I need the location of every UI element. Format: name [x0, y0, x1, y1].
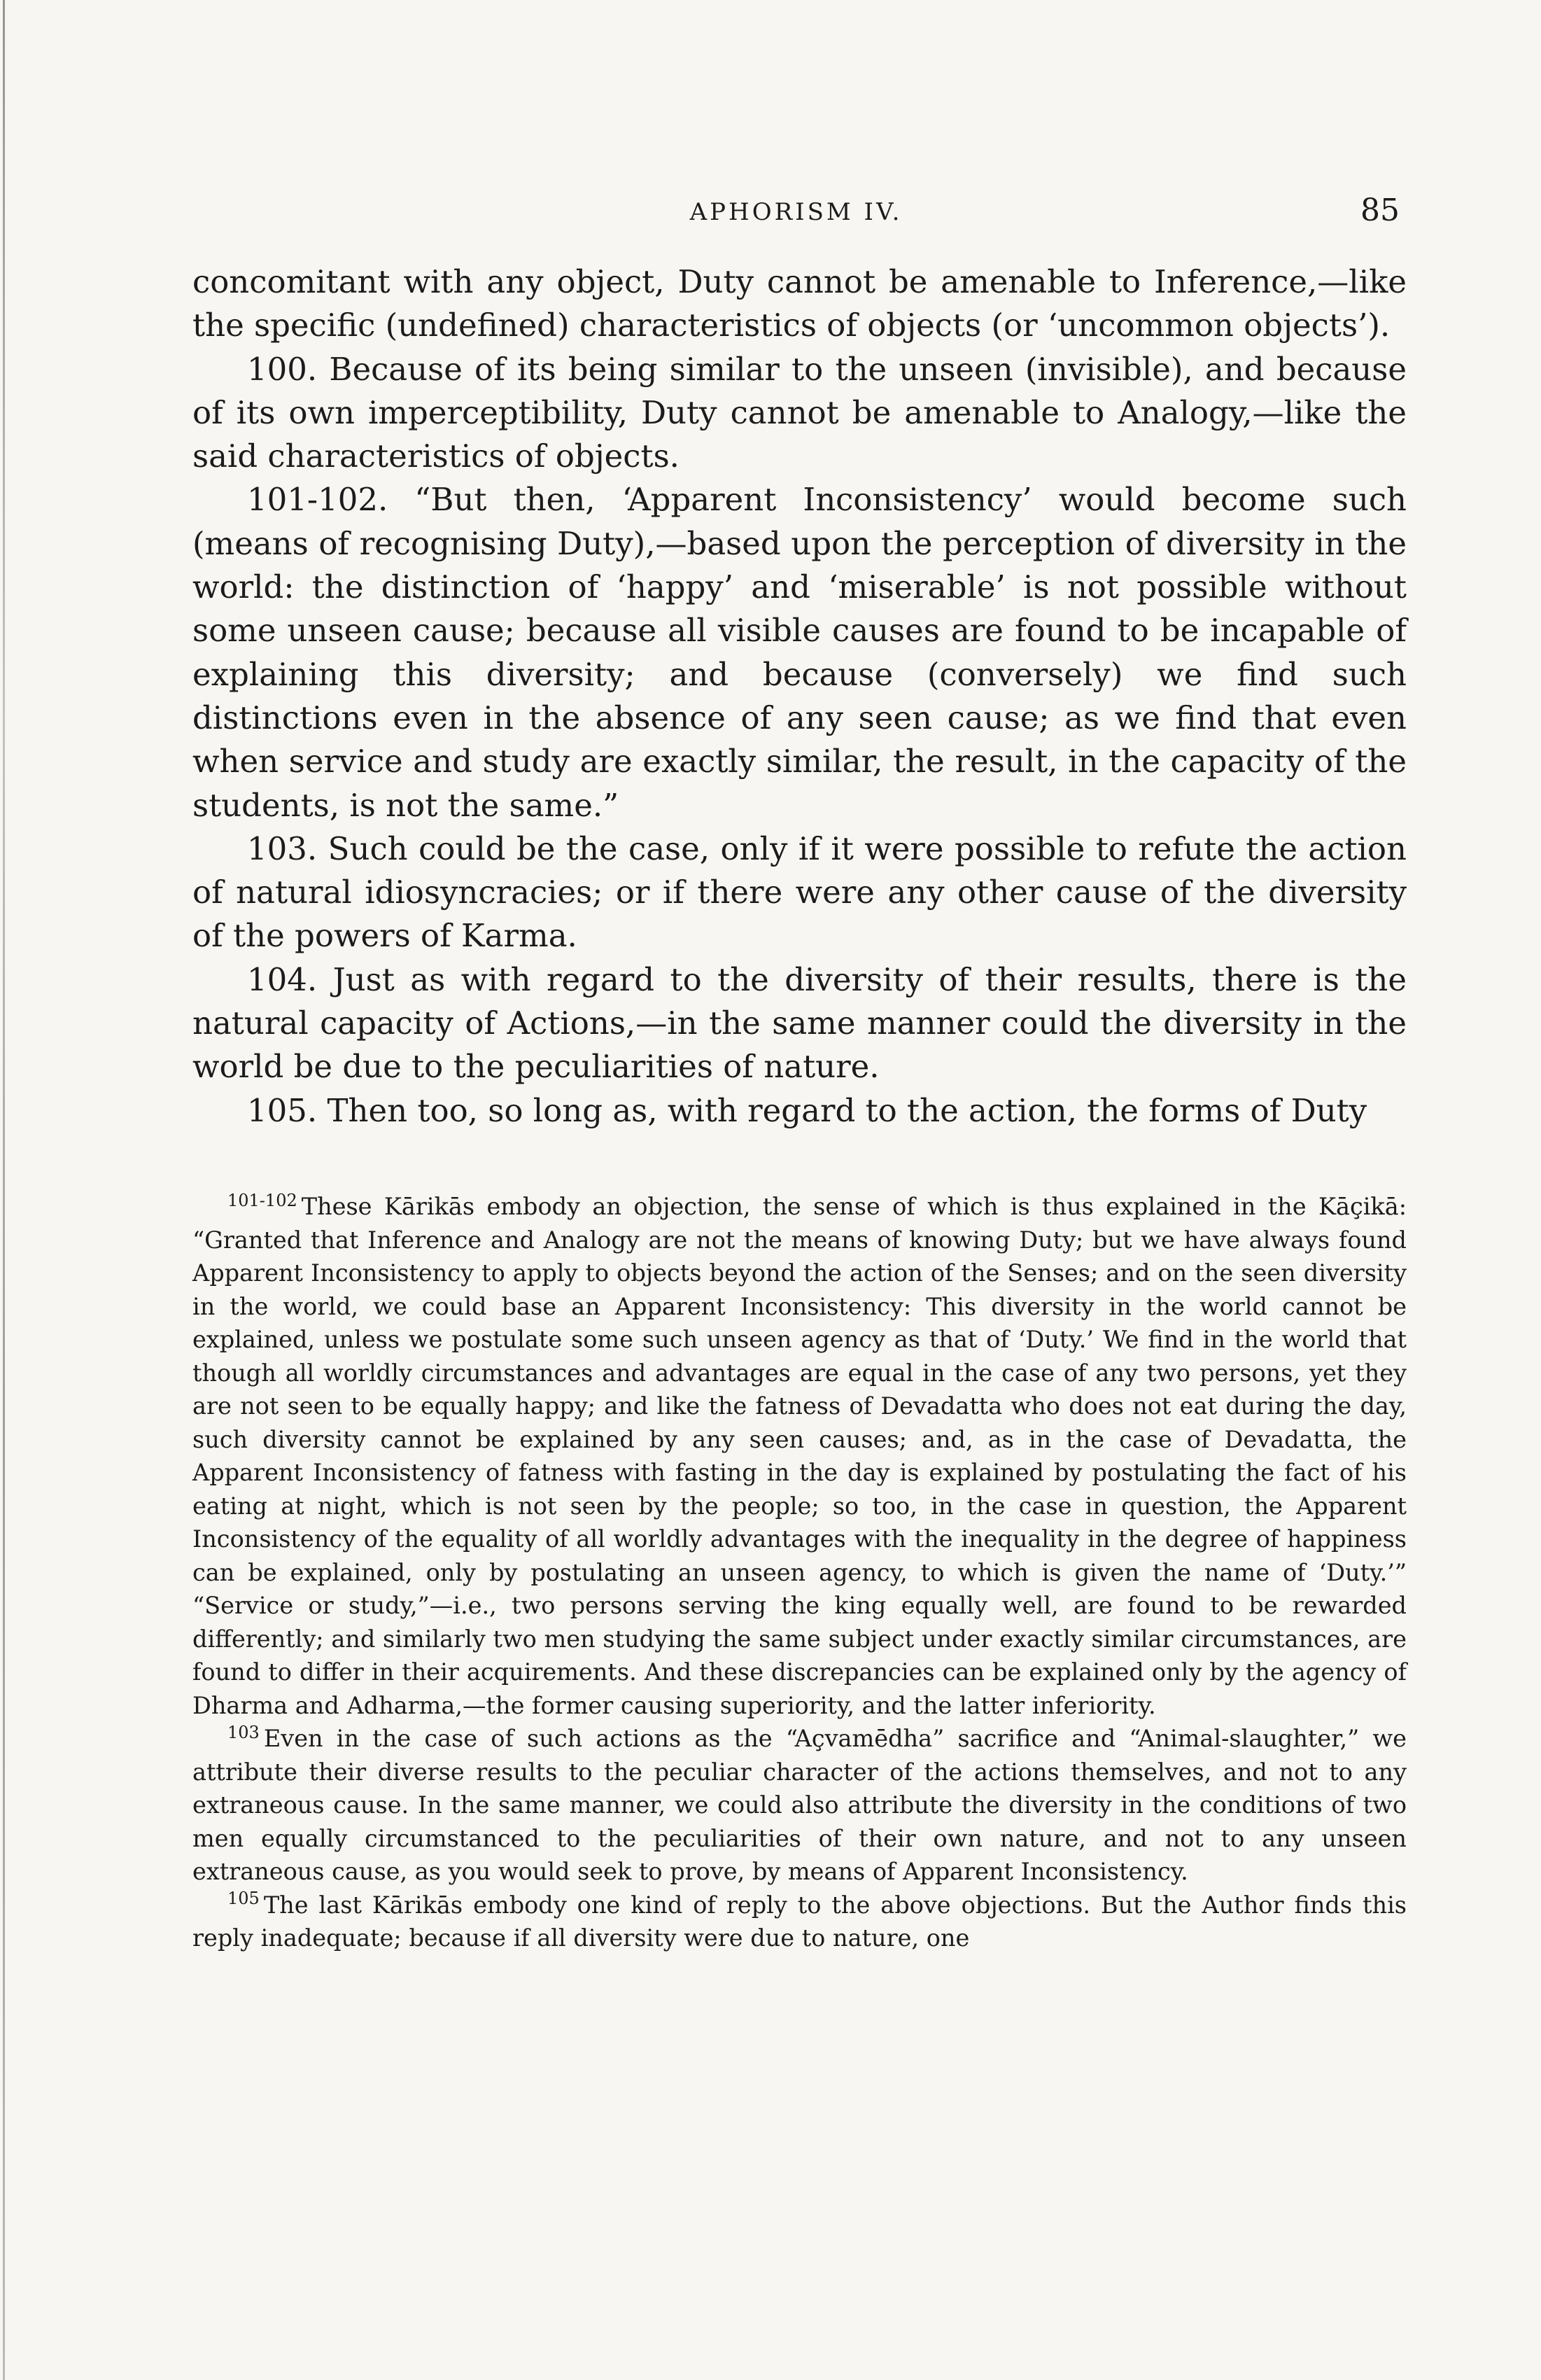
- footnote-103: [192, 1722, 1407, 1889]
- footnote-ref: 103: [227, 1722, 260, 1742]
- footnote-text: The last Kārikās embody one kind of reply to the above objections. But the Author finds this reply inadequate; because if all diversity were due to nature, one: [192, 1891, 1407, 1952]
- paragraph-101-102: 101-102. “But then, ‘Apparent Inconsistency’ would become such (means of recognising Duty),—based upon the perception of diversity in the world: the distinction of ‘happy’ and ‘miserable’ is not possible without some unseen cause; because all visible causes are found to be incapable of explaining this diversity; and because (conversely) we find such distinctions even in the absence of any seen cause; as we find that even when service and study are exactly similar, the result, in the capacity of the students, is not the same.”: [192, 481, 1407, 824]
- footnote-ref: 105: [227, 1889, 260, 1909]
- footnote-text: Even in the case of such actions as the “Açvamēdha” sacrifice and “Animal-slaughter,” we attribute their diverse results to the peculiar character of the actions themselves, and not to any extraneous cause. In the same manner, we could also attribute the diversity in the conditions of two men equally circumstanced to the peculiarities of their own nature, and not to any unseen extraneous cause, as you would seek to prove, by means of Apparent Inconsistency.: [192, 1725, 1407, 1885]
- footnote-text: These Kārikās embody an objection, the sense of which is thus explained in the Kāçikā: “Granted that Inference and Analogy are not the means of knowing Duty; but we have always found Apparent Inconsistency to apply to objects beyond the action of the Senses; and on the seen diversity in the world, we could base an Apparent Inconsistency: This diversity in the world cannot be explained, unless we postulate some such unseen agency as that of ‘Duty.’ We find in the world that though all worldly circumstances and advantages are equal in the case of any two persons, yet they are not seen to be equally happy; and like the fatness of Devadatta who does not eat during the day, such diversity cannot be explained by any seen causes; and, as in the case of Devadatta, the Apparent Inconsistency of fatness with fasting in the day is explained by postulating the fact of his eating at night, which is not seen by the people; so too, in the case in question, the Apparent Inconsistency of the equality of all worldly advantages with the inequality in the degree of happiness can be explained, only by postulating an unseen agency, to which is given the name of ‘Duty.’” “Service or study,”—i.e., two persons serving the king equally well, are found to be rewarded differently; and similarly two men studying the same subject under exactly similar circumstances, are found to differ in their acquirements. And these discrepancies can be explained only by the agency of Dharma and Adharma,—the former causing superiority, and the latter inferiority.: [192, 1193, 1407, 1719]
- main-text: [192, 260, 1407, 1133]
- page-header: [192, 192, 1400, 240]
- paragraph-105: 105. Then too, so long as, with regard to the action, the forms of Duty: [247, 1091, 1367, 1129]
- page-number: 85: [1360, 192, 1400, 228]
- footnote-101-102: [192, 1190, 1407, 1722]
- paragraph-104: 104. Just as with regard to the diversity of their results, there is the natural capacity of Actions,—in the same manner could the diversity in the world be due to the peculiarities of nature.: [192, 960, 1407, 1086]
- running-title: APHORISM IV.: [689, 198, 903, 226]
- footnotes: [192, 1190, 1407, 1955]
- paragraph-103: 103. Such could be the case, only if it were possible to refute the action of natural idiosyncracies; or if there were any other cause of the diversity of the powers of Karma.: [192, 830, 1407, 955]
- footnote-ref: 101-102: [227, 1190, 297, 1210]
- paragraph-continuation: concomitant with any object, Duty cannot be amenable to Inference,—like the specific (undefined) characteristics of objects (or ‘uncommon objects’).: [192, 263, 1407, 344]
- footnote-105: [192, 1889, 1407, 1955]
- paragraph-100: 100. Because of its being similar to the unseen (invisible), and because of its own imperceptibility, Duty cannot be amenable to Analogy,—like the said characteristics of objects.: [192, 350, 1407, 475]
- scan-edge: [3, 0, 5, 2380]
